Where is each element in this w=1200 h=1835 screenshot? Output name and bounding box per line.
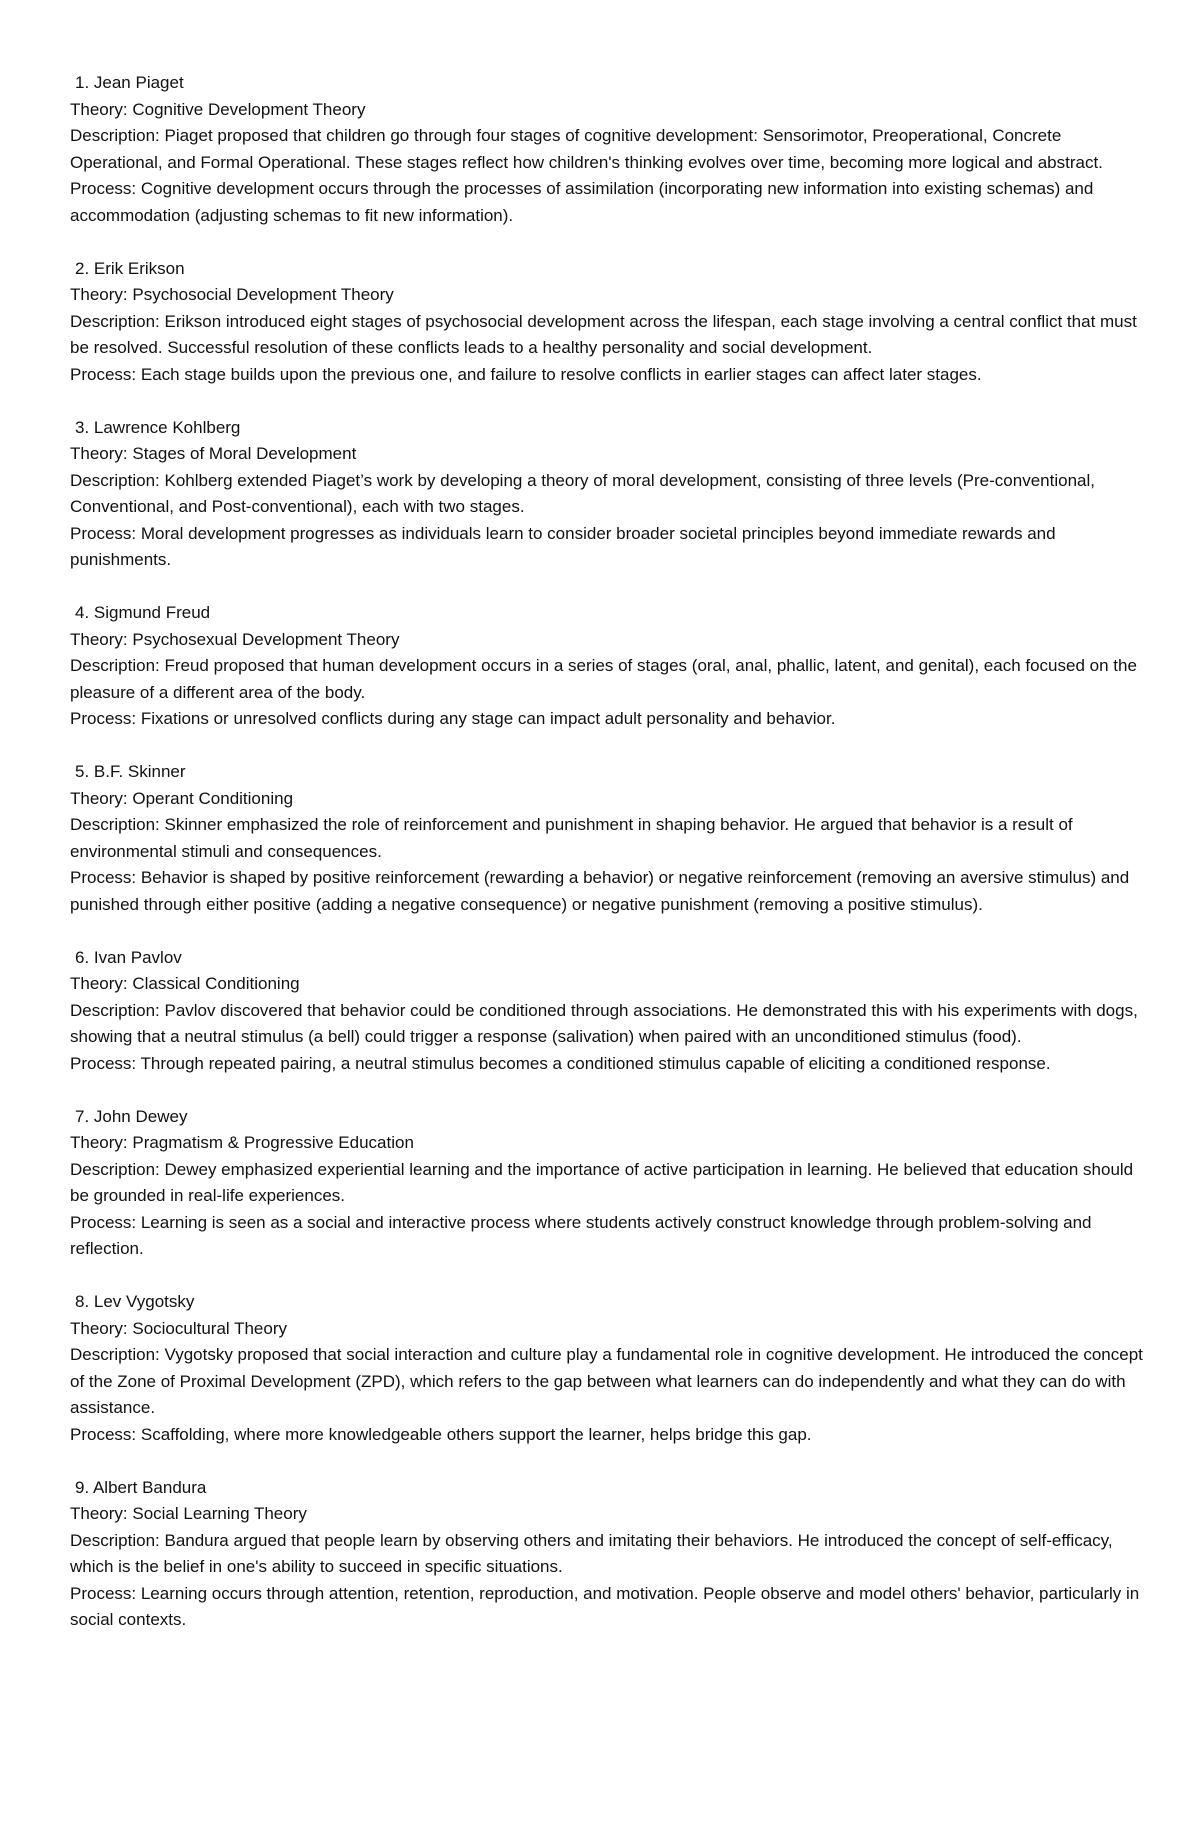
entry-process: Process: Cognitive development occurs through the processes of assimilation (incorporating new information into existing schemas) and accommodation (adjusting schemas to fit new information).: [70, 179, 1094, 225]
entry-process: Process: Each stage builds upon the previous one, and failure to resolve conflicts in earlier stages can affect later stages.: [70, 364, 982, 384]
theorist-entry: [70, 1475, 1150, 1634]
entry-heading: 7. John Dewey: [75, 1106, 188, 1126]
entry-heading: 8. Lev Vygotsky: [75, 1292, 195, 1311]
entry-heading: 1. Jean Piaget: [75, 73, 184, 92]
entry-theory: Theory: Operant Conditioning: [70, 788, 294, 808]
entry-description: Description: Pavlov discovered that behavior could be conditioned through associations. He demonstrated this with his experiments with dogs, showing that a neutral stimulus (a bell) could trigger a response (salivation) when paired with an unconditioned stimulus (food).: [70, 1000, 1138, 1046]
entry-theory: Theory: Social Learning Theory: [70, 1504, 307, 1523]
entry-heading: 2. Erik Erikson: [75, 258, 185, 278]
entry-theory: Theory: Stages of Moral Development: [70, 444, 357, 463]
entry-heading: 3. Lawrence Kohlberg: [75, 417, 241, 437]
entry-description: Description: Dewey emphasized experiential learning and the importance of active participation in learning. He believed that education should be grounded in real-life experiences.: [70, 1159, 1134, 1205]
theorist-entry: [70, 256, 1150, 389]
theorist-entry: [70, 1104, 1150, 1263]
entry-theory: Theory: Pragmatism & Progressive Education: [70, 1133, 414, 1152]
entry-theory: Theory: Classical Conditioning: [70, 974, 300, 993]
entry-heading: 9. Albert Bandura: [75, 1477, 207, 1497]
theorist-entry: [70, 600, 1150, 733]
entry-description: Description: Erikson introduced eight stages of psychosocial development across the lifespan, each stage involving a central conflict that must be resolved. Successful resolution of these conflicts leads to a healthy personality and social development.: [70, 311, 1137, 357]
entry-theory: Theory: Psychosocial Development Theory: [70, 285, 394, 304]
entry-process: Process: Behavior is shaped by positive reinforcement (rewarding a behavior) or negative reinforcement (removing an aversive stimulus) and punished through either positive (adding a negative consequence) or negative punishment (removing a positive stimulus).: [70, 868, 1130, 914]
entry-process: Process: Scaffolding, where more knowledgeable others support the learner, helps bridge this gap.: [70, 1424, 812, 1444]
theorist-entry: [70, 415, 1150, 574]
entry-theory: Theory: Cognitive Development Theory: [70, 99, 366, 119]
entry-description: Description: Freud proposed that human development occurs in a series of stages (oral, anal, phallic, latent, and genital), each focused on the pleasure of a different area of the body.: [70, 656, 1137, 702]
entry-description: Description: Bandura argued that people learn by observing others and imitating their behaviors. He introduced the concept of self-efficacy, which is the belief in one's ability to succeed in specific situations.: [70, 1530, 1113, 1576]
entry-theory: Theory: Sociocultural Theory: [70, 1318, 288, 1338]
entry-heading: 5. B.F. Skinner: [75, 762, 186, 781]
entry-process: Process: Moral development progresses as individuals learn to consider broader societal principles beyond immediate rewards and punishments.: [70, 523, 1056, 569]
document-page: [70, 70, 1150, 1660]
entry-process: Process: Learning occurs through attention, retention, reproduction, and motivation. People observe and model others' behavior, particularly in social contexts.: [70, 1583, 1140, 1629]
entry-process: Process: Through repeated pairing, a neutral stimulus becomes a conditioned stimulus capable of eliciting a conditioned response.: [70, 1053, 1051, 1073]
theorist-entry: [70, 759, 1150, 918]
entry-theory: Theory: Psychosexual Development Theory: [70, 629, 400, 649]
theorist-entry: [70, 945, 1150, 1078]
entry-description: Description: Piaget proposed that children go through four stages of cognitive development: Sensorimotor, Preoperational, Concrete Operational, and Formal Operational. These stages reflect how children's thinking evolves over time, becoming more logical and abstract.: [70, 126, 1103, 172]
theorist-entry: [70, 1289, 1150, 1448]
entry-process: Process: Fixations or unresolved conflicts during any stage can impact adult personality and behavior.: [70, 709, 836, 728]
entry-heading: 6. Ivan Pavlov: [75, 947, 182, 967]
entry-description: Description: Skinner emphasized the role of reinforcement and punishment in shaping behavior. He argued that behavior is a result of environmental stimuli and consequences.: [70, 815, 1073, 861]
entry-heading: 4. Sigmund Freud: [75, 603, 211, 622]
theorist-entry: [70, 70, 1150, 229]
entry-process: Process: Learning is seen as a social and interactive process where students actively construct knowledge through problem-solving and reflection.: [70, 1212, 1092, 1258]
entry-description: Description: Vygotsky proposed that social interaction and culture play a fundamental role in cognitive development. He introduced the concept of the Zone of Proximal Development (ZPD), which refers to the gap between what learners can do independently and what they can do with assistance.: [70, 1345, 1143, 1417]
entry-description: Description: Kohlberg extended Piaget’s work by developing a theory of moral development, consisting of three levels (Pre-conventional, Conventional, and Post-conventional), each with two stages.: [70, 470, 1095, 516]
